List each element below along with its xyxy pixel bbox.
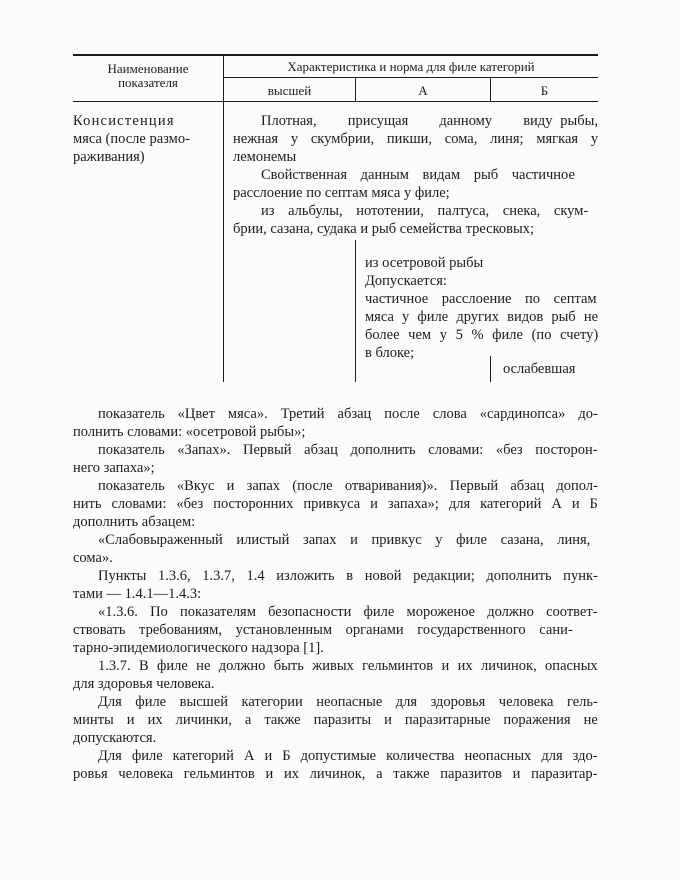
cell-main-line-6: из альбулы, нототении, палтуса, снека, скум-	[261, 203, 589, 219]
body-line-12: «1.3.6. По показателям безопасности филе мороженое должно соответ-	[98, 604, 598, 620]
body-line-14: тарно-эпидемиологического надзора [1].	[73, 640, 324, 656]
header-span-rule	[224, 77, 598, 78]
header-bottom-rule	[73, 101, 598, 102]
row-label-line-1: Консистенция	[73, 113, 175, 129]
body-line-16: для здоровья человека.	[73, 676, 215, 692]
body-line-10: Пункты 1.3.6, 1.3.7, 1.4 изложить в новой редакции; дополнить пунк-	[98, 568, 598, 584]
cell-main-line-1: Плотная, присущая данному виду рыбы,	[261, 113, 598, 129]
header-category-a: А	[418, 83, 428, 98]
body-line-5: показатель «Вкус и запах (после отваривания)». Первый абзац допол-	[98, 478, 598, 494]
body-line-9: сома».	[73, 550, 113, 566]
body-line-8: «Слабовыраженный илистый запах и привкус у филе сазана, линя,	[98, 532, 591, 548]
body-line-3: показатель «Запах». Первый абзац дополнить словами: «без посторон-	[98, 442, 598, 458]
body-line-2: полнить словами: «осетровой рыбы»;	[73, 424, 306, 440]
header-indicator-line-1: Наименование	[107, 61, 189, 76]
cell-a-line-4: мяса у филе других видов рыб не	[365, 309, 599, 325]
cell-main-line-5: расслоение по септам мяса у филе;	[233, 185, 450, 201]
header-indicator-line-2: показателя	[118, 75, 178, 90]
body-line-15: 1.3.7. В филе не должно быть живых гельминтов и их личинок, опасных	[98, 658, 598, 674]
body-line-18: минты и их личинки, а также паразиты и паразитарные поражения не	[73, 712, 598, 728]
body-line-6: нить словами: «без посторонних привкуса и запаха»; для категорий А и Б	[73, 496, 598, 512]
body-line-1: показатель «Цвет мяса». Третий абзац после слова «сардинопса» до-	[98, 406, 598, 422]
cell-main-line-4: Свойственная данным видам рыб частичное	[261, 167, 575, 183]
cell-a-line-1: из осетровой рыбы	[365, 255, 484, 271]
body-line-17: Для филе высшей категории неопасные для здоровья человека гель-	[98, 694, 598, 710]
header-category-b: Б	[540, 83, 549, 98]
cell-a-line-5: более чем у 5 % филе (по счету)	[365, 327, 599, 343]
table-top-rule	[73, 54, 598, 56]
cell-b-text: ослабевшая	[503, 361, 576, 377]
body-line-20: Для филе категорий А и Б допустимые количества неопасных для здо-	[98, 748, 598, 764]
table-divider-a-body	[355, 240, 356, 382]
cell-main-line-2: нежная у скумбрии, пикши, сома, линя; мягкая у	[233, 131, 599, 147]
row-label-line-3: раживания)	[73, 149, 145, 165]
body-line-11: тами — 1.4.1—1.4.3:	[73, 586, 202, 602]
body-line-4: него запаха»;	[73, 460, 155, 476]
body-line-21: ровья человека гельминтов и их личинок, а также паразитов и паразитар-	[73, 766, 598, 782]
cell-a-line-3: частичное расслоение по септам	[365, 291, 597, 307]
row-label-line-2: мяса (после размо-	[73, 131, 190, 147]
table-divider-label	[223, 55, 224, 382]
table-divider-b-body	[490, 356, 491, 382]
header-category-top: высшей	[267, 83, 312, 98]
header-span-title: Характеристика и норма для филе категорий	[287, 59, 535, 74]
cell-a-line-6: в блоке;	[365, 345, 415, 361]
body-line-13: ствовать требованиям, установленным органами государственного сани-	[73, 622, 573, 638]
cell-main-line-7: брии, сазана, судака и рыб семейства тресковых;	[233, 221, 535, 237]
cell-main-line-3: лемонемы	[233, 149, 297, 165]
body-line-19: допускаются.	[73, 730, 157, 746]
body-line-7: дополнить абзацем:	[73, 514, 196, 530]
cell-a-line-2: Допускается:	[365, 273, 447, 289]
